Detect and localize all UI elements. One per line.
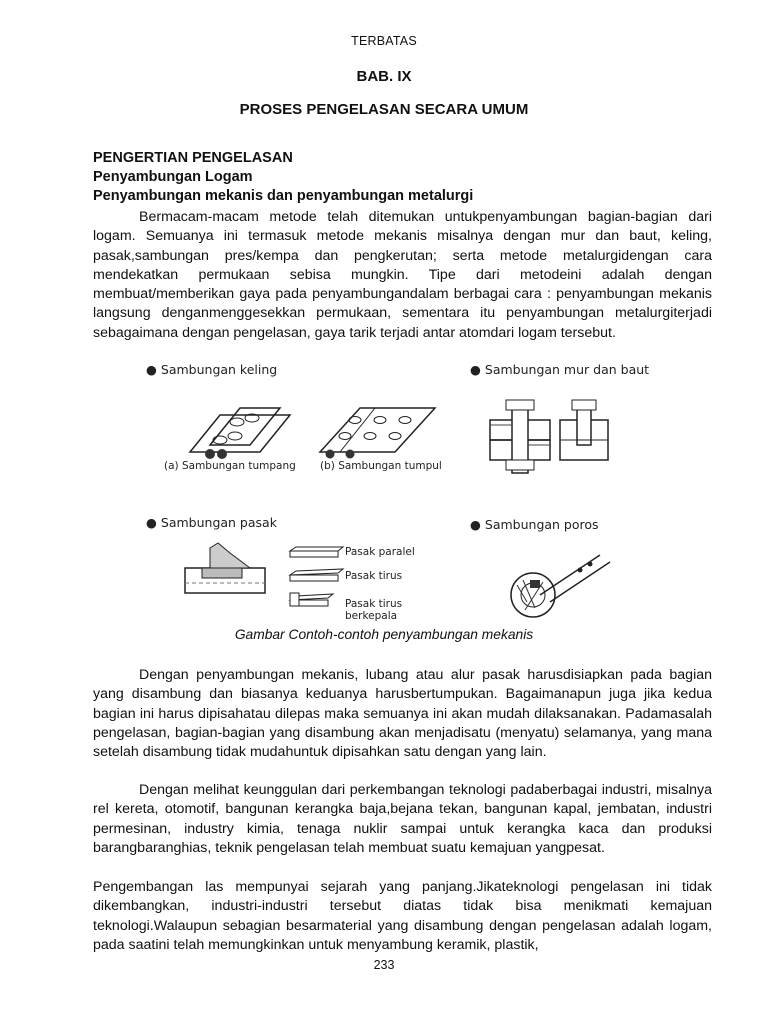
label-pasak-tirus-berkepala-2: berkepala xyxy=(345,610,398,622)
heading-penyambungan-logam: Penyambungan Logam xyxy=(93,169,253,185)
page-number: 233 xyxy=(373,958,395,972)
paragraph-1: Bermacam-macam metode telah ditemukan untukpenyambungan bagian-bagian dari logam. Semuanya ini termasuk metode mekanis misalnya dengan mur dan baut, keling, pasak,sambungan pres/kempa dan pengkerutan; serta metode metalurgidengan cara mendekatkan permukaan sebisa mungkin. Tipe dari metodeini adalah dengan membuat/memberikan gaya pada penyambungandalam berbagai cara : penyambungan mekanis langsung denganmenggesekkan permukaan, sementara itu penyambungan metalurgiterjadi sebagaimana dengan pengelasan, gaya tarik terjadi antar atomdari logam tersebut. xyxy=(93,209,712,341)
paragraph-4: Pengembangan las mempunyai sejarah yang panjang.Jikateknologi pengelasan ini tidak dikembangkan, industri-industri tersebut diatas tidak bisa menikmati kemajuan teknologi.Walaupun sebagian besarmaterial yang disambung dengan pengelasan adalah logam, pada saatini telah memungkinkan untuk menyambung keramik, plastik, xyxy=(93,879,712,953)
bolt-nut-drawing xyxy=(485,395,615,475)
shaft-joint-drawing xyxy=(505,540,615,620)
label-tumpang: (a) Sambungan tumpang xyxy=(164,460,296,472)
heading-pengertian: PENGERTIAN PENGELASAN xyxy=(93,150,293,166)
key-types-drawing xyxy=(288,545,348,615)
label-pasak: ● Sambungan pasak xyxy=(146,515,277,530)
paragraph-3: Dengan melihat keunggulan dari perkembangan teknologi padaberbagai industri, misalnya rel kereta, otomotif, bangunan kerangka baja,bejana tekan, bangunan kapal, jembatan, industri permesinan, industry kimia, tenaga nuklir sampai untuk kerangka kaca dan produksi barangbaranghias, teknik pengelasan telah membuat suatu kemajuan yangpesat. xyxy=(93,782,712,856)
figure-caption: Gambar Contoh-contoh penyambungan mekanis xyxy=(234,627,534,642)
label-pasak-tirus-berkepala-1: Pasak tirus xyxy=(345,598,403,610)
label-tumpul: (b) Sambungan tumpul xyxy=(320,460,442,472)
chapter-number: BAB. IX xyxy=(356,68,412,85)
label-pasak-tirus: Pasak tirus xyxy=(345,570,403,582)
paragraph-2: Dengan penyambungan mekanis, lubang atau alur pasak harusdisiapkan pada bagian yang disambung dan biasanya keduanya harusbertumpukan. Bagaimanapun juga jika kedua bagian ini harus dipisahatau dilepas maka semuanya ini akan mudah dilaksanakan. Padamasalah pengelasan, bagian-bagian yang disambung akan menjadisatu (menyatu) selamanya, yang mana setelah disambung tidak mudahuntuk dipisahkan satu dengan yang lain. xyxy=(93,667,712,761)
mechanical-joints-figure xyxy=(140,360,680,630)
classification-header: TERBATAS xyxy=(351,34,417,48)
label-keling: ● Sambungan keling xyxy=(146,362,278,377)
label-mur-baut: ● Sambungan mur dan baut xyxy=(470,362,650,377)
key-joint-drawing xyxy=(180,538,270,608)
label-poros: ● Sambungan poros xyxy=(470,517,599,532)
rivet-joint-drawing xyxy=(180,390,440,465)
chapter-title: PROSES PENGELASAN SECARA UMUM xyxy=(239,101,529,118)
heading-mekanis-metalurgi: Penyambungan mekanis dan penyambungan metalurgi xyxy=(93,188,474,204)
label-pasak-paralel: Pasak paralel xyxy=(345,546,415,558)
